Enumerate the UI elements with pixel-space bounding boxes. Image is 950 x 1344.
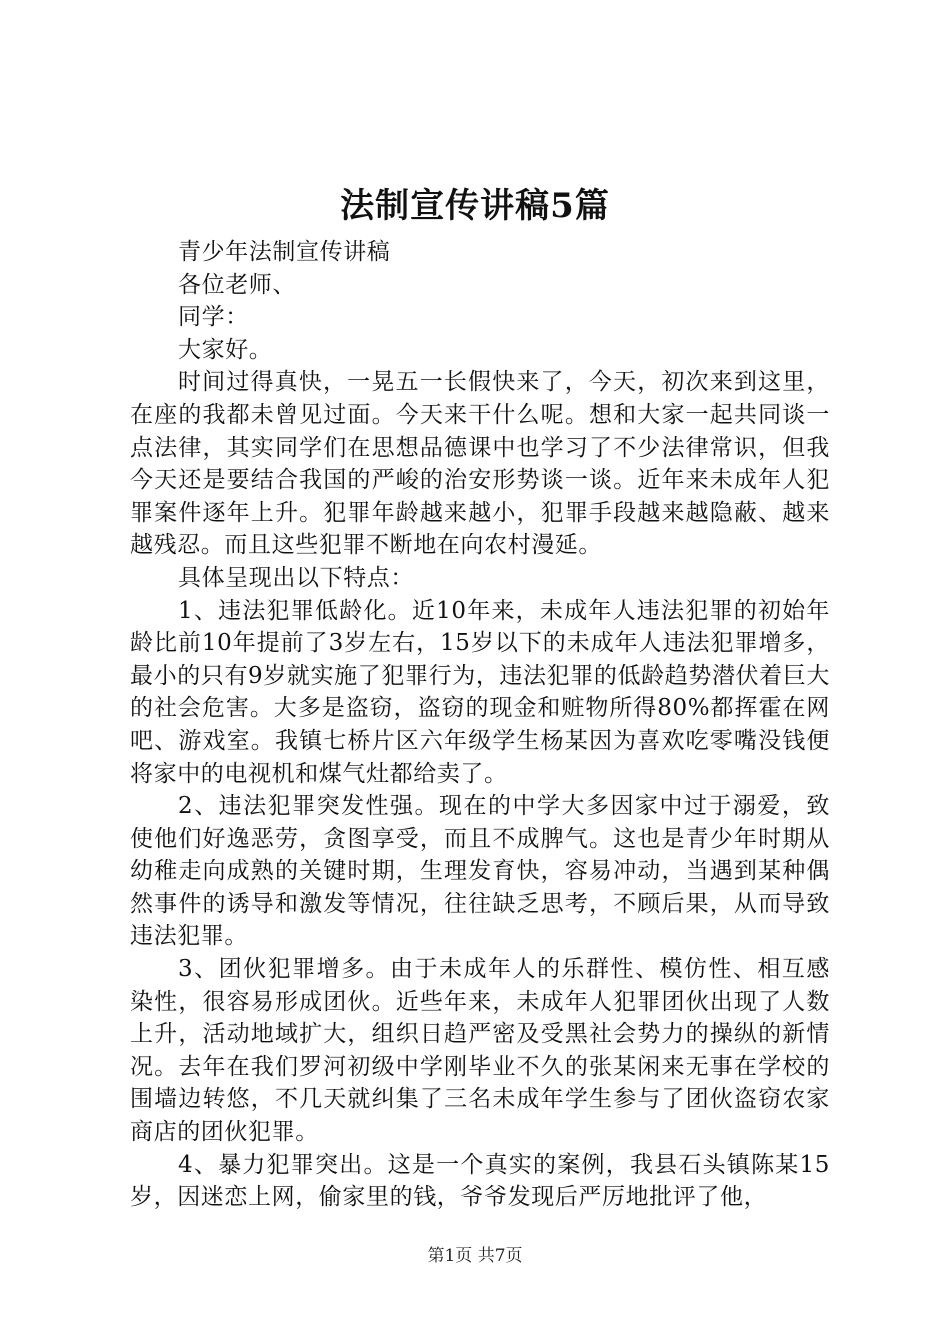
paragraph-introduction: 时间过得真快，一晃五一长假快来了，今天，初次来到这里，在座的我都未曾见过面。今天来干什么呢。想和大家一起共同谈一点法律，其实同学们在思想品德课中也学习了不少法律常识，但我今天还是要结合我国的严峻的治安形势谈一谈。近年来未成年人犯罪案件逐年上升。犯罪年龄越来越小，犯罪手段越来越隐蔽、越来越残忍。而且这些犯罪不断地在向农村漫延。 <box>130 369 830 559</box>
paragraph-point-1: 1、违法犯罪低龄化。近10年来，未成年人违法犯罪的初始年龄比前10年提前了3岁左右，15岁以下的未成年人违法犯罪增多，最小的只有9岁就实施了犯罪行为，违法犯罪的低龄趋势潜伏着巨大的社会危害。大多是盗窃，盗窃的现金和赃物所得80%都挥霍在网吧、游戏室。我镇七桥片区六年级学生杨某因为喜欢吃零嘴没钱便将家中的电视机和煤气灶都给卖了。 <box>130 597 830 787</box>
page-number-footer: 第1页 共7页 <box>427 1246 523 1266</box>
document-title: 法制宣传讲稿5篇 <box>340 186 610 226</box>
paragraph-greeting: 大家好。 <box>178 336 273 363</box>
paragraph-speech-title: 青少年法制宣传讲稿 <box>178 239 391 265</box>
paragraph-salutation-students: 同学： <box>178 304 249 331</box>
document-body <box>130 236 830 1214</box>
paragraph-point-3: 3、团伙犯罪增多。由于未成年人的乐群性、模仿性、相互感染性，很容易形成团伙。近些年来，未成年人犯罪团伙出现了人数上升，活动地域扩大，组织日趋严密及受黑社会势力的操纵的新情况。去年在我们罗河初级中学刚毕业不久的张某闲来无事在学校的围墙边转悠，不几天就纠集了三名未成年学生参与了团伙盗窃农家商店的团伙犯罪。 <box>130 956 830 1146</box>
paragraph-features-heading: 具体呈现出以下特点： <box>178 564 414 591</box>
paragraph-point-4: 4、暴力犯罪突出。这是一个真实的案例，我县石头镇陈某15岁，因迷恋上网，偷家里的钱，爷爷发现后严厉地批评了他， <box>130 1151 830 1211</box>
paragraph-salutation-teachers: 各位老师、 <box>178 271 296 298</box>
paragraph-point-2: 2、违法犯罪突发性强。现在的中学大多因家中过于溺爱，致使他们好逸恶劳，贪图享受，而且不成脾气。这也是青少年时期从幼稚走向成熟的关键时期，生理发育快，容易冲动，当遇到某种偶然事件的诱导和激发等情况，往往缺乏思考，不顾后果，从而导致违法犯罪。 <box>130 793 830 950</box>
